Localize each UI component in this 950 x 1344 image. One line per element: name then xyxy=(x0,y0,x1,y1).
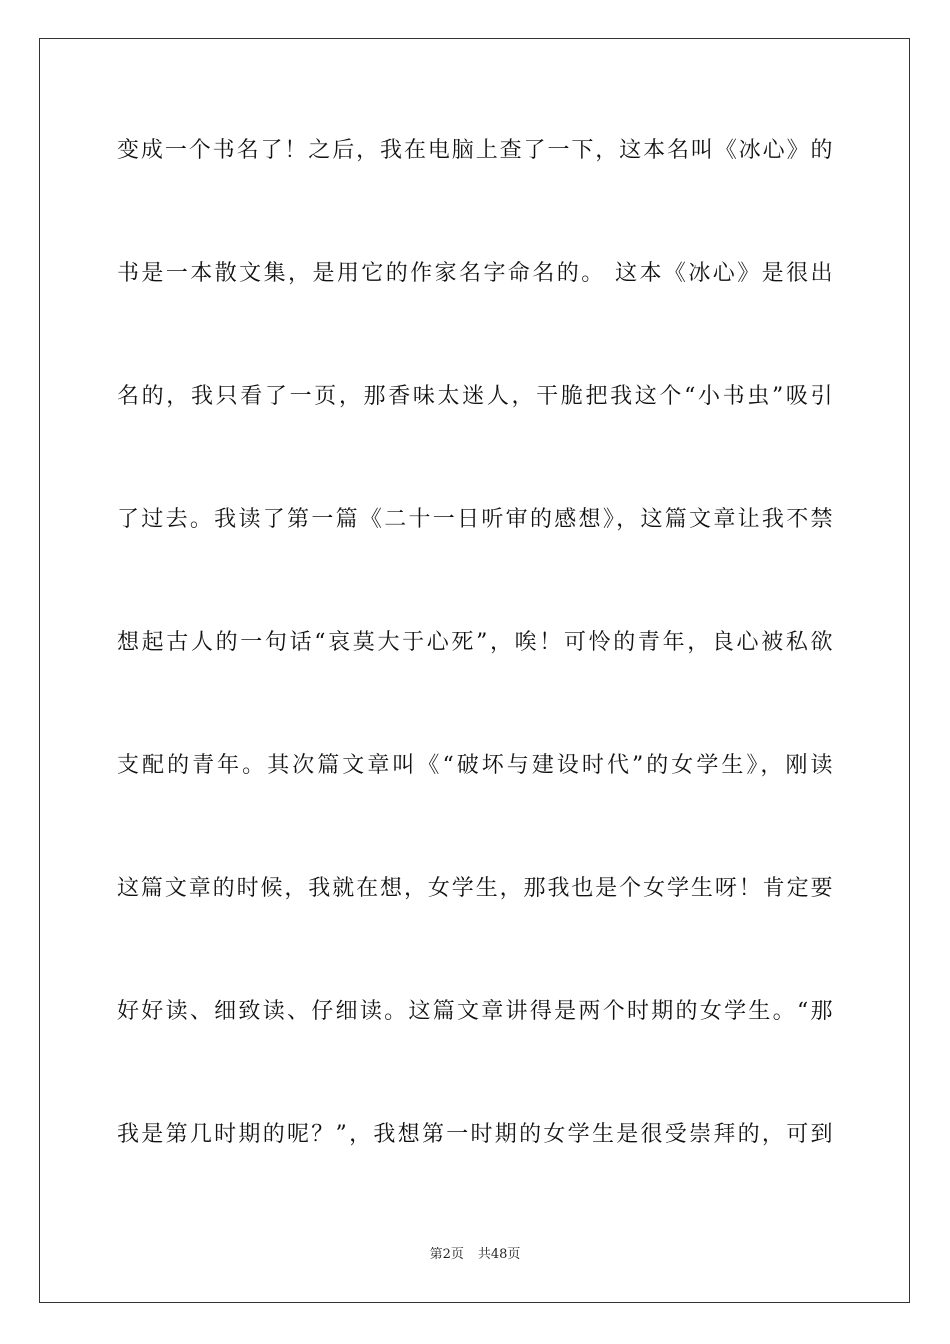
page-border xyxy=(39,38,910,1303)
text-line-8: 好好读、细致读、仔细读。这篇文章讲得是两个时期的女学生。“那 xyxy=(117,999,833,1024)
text-line-2: 书是一本散文集，是用它的作家名字命名的。 这本《冰心》是很出 xyxy=(117,261,833,286)
text-line-3: 名的，我只看了一页，那香味太迷人，干脆把我这个“小书虫”吸引 xyxy=(117,384,833,409)
page-number-total: 共48页 xyxy=(477,1247,521,1262)
text-line-6: 支配的青年。其次篇文章叫《“破坏与建设时代”的女学生》，刚读 xyxy=(117,753,833,778)
page-number-current: 第2页 xyxy=(429,1247,464,1262)
text-line-9: 我是第几时期的呢？”，我想第一时期的女学生是很受崇拜的，可到 xyxy=(117,1122,833,1147)
page-footer xyxy=(0,1246,950,1264)
text-line-4: 了过去。我读了第一篇《二十一日听审的感想》，这篇文章让我不禁 xyxy=(117,507,833,532)
text-line-5: 想起古人的一句话“哀莫大于心死”，唉！可怜的青年，良心被私欲 xyxy=(117,630,833,655)
text-line-7: 这篇文章的时候，我就在想，女学生，那我也是个女学生呀！肯定要 xyxy=(117,876,833,901)
text-line-1: 变成一个书名了！之后，我在电脑上查了一下，这本名叫《冰心》的 xyxy=(117,138,833,163)
